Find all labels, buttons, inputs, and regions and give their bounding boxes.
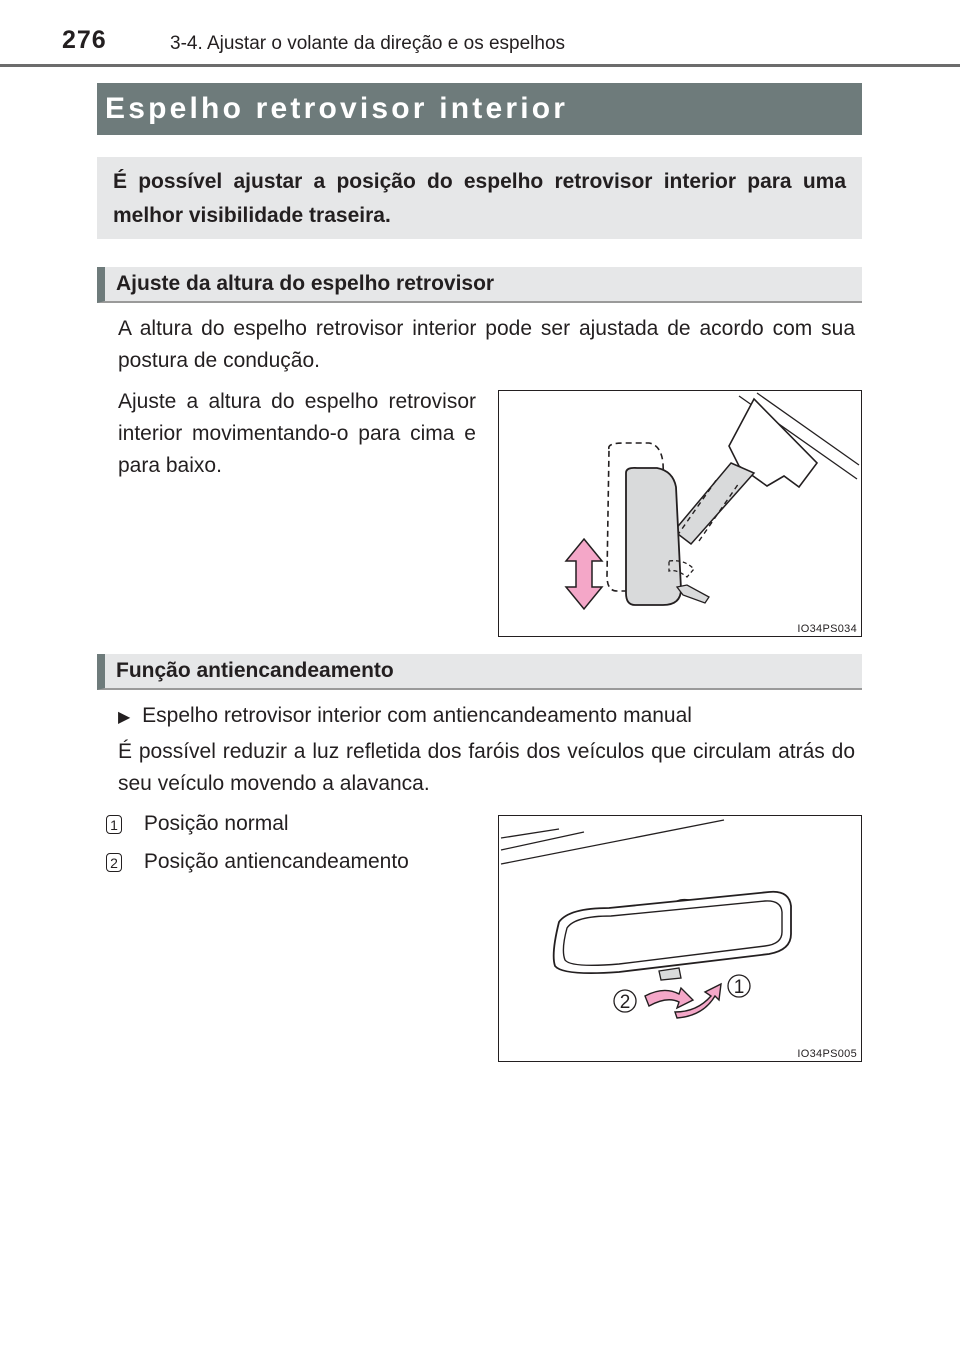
item-number-badge: 2 bbox=[106, 853, 122, 872]
arrow-antiglare-icon bbox=[645, 988, 693, 1008]
windshield-edge bbox=[501, 832, 584, 850]
antiglare-lever bbox=[659, 968, 681, 980]
chapter-title: 3-4. Ajustar o volante da direção e os espelhos bbox=[170, 33, 566, 54]
figure-code: IO34PS034 bbox=[797, 623, 857, 635]
subsection-heading-antiglare: Função antiencandeamento bbox=[97, 654, 862, 690]
position-item bbox=[106, 808, 476, 840]
figure-antiglare-lever bbox=[498, 815, 862, 1062]
mirror-height-illustration bbox=[499, 391, 861, 636]
item-label: Posição antiencandeamento bbox=[143, 850, 409, 873]
triangle-right-icon: ▶ bbox=[118, 709, 131, 726]
antiglare-illustration bbox=[499, 816, 861, 1061]
header-divider bbox=[0, 64, 960, 67]
item-number-badge: 1 bbox=[106, 815, 122, 834]
subsection-heading-height: Ajuste da altura do espelho retrovisor bbox=[97, 267, 862, 303]
double-arrow-icon bbox=[566, 539, 602, 609]
callout-2: 2 bbox=[619, 992, 631, 1013]
page-number: 276 bbox=[62, 26, 107, 54]
height-adjust-paragraph: A altura do espelho retrovisor interior pode ser ajustada de acordo com sua postura de condução. bbox=[118, 317, 855, 372]
figure-mirror-height bbox=[498, 390, 862, 637]
height-adjust-instruction: Ajuste a altura do espelho retrovisor interior movimentando-o para cima e para baixo. bbox=[118, 390, 476, 477]
mirror-stem bbox=[674, 463, 754, 544]
position-item bbox=[106, 846, 476, 878]
windshield-edge bbox=[501, 829, 559, 838]
antiglare-paragraph: É possível reduzir a luz refletida dos faróis dos veículos que circulam atrás do seu veículo movendo a alavanca. bbox=[118, 740, 855, 795]
item-label: Posição normal bbox=[143, 812, 289, 835]
mirror-body bbox=[626, 468, 681, 605]
section-title: Espelho retrovisor interior bbox=[97, 83, 862, 135]
figure-code: IO34PS005 bbox=[797, 1048, 857, 1060]
bullet-line bbox=[118, 700, 855, 734]
windshield-edge bbox=[501, 820, 724, 864]
intro-box: É possível ajustar a posição do espelho retrovisor interior para uma melhor visibilidade traseira. bbox=[97, 157, 862, 239]
callout-1: 1 bbox=[733, 977, 745, 998]
bullet-text: Espelho retrovisor interior com antiencandeamento manual bbox=[142, 704, 692, 727]
mirror-lever bbox=[677, 585, 709, 603]
